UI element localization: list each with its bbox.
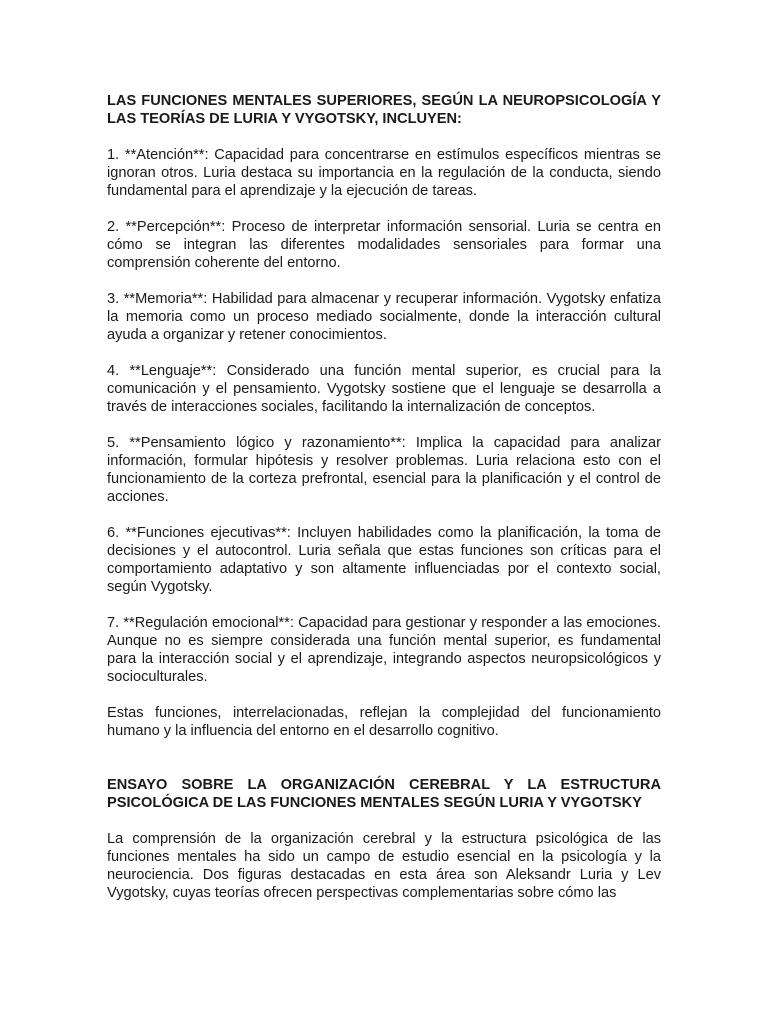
document-page xyxy=(107,92,661,920)
list-item-memoria: 3. **Memoria**: Habilidad para almacenar y recuperar información. Vygotsky enfatiza la memoria como un proceso mediado socialmente, donde la interacción cultural ayuda a organizar y retener conocimientos. xyxy=(107,291,661,343)
conclusion-paragraph: Estas funciones, interrelacionadas, reflejan la complejidad del funcionamiento humano y la influencia del entorno en el desarrollo cognitivo. xyxy=(107,705,661,739)
list-item-regulacion-emocional: 7. **Regulación emocional**: Capacidad para gestionar y responder a las emociones. Aunque no es siempre considerada una función mental superior, es fundamental para la interacción social y el aprendizaje, integrando aspectos neuropsicológicos y socioculturales. xyxy=(107,615,661,685)
list-item-lenguaje: 4. **Lenguaje**: Considerado una función mental superior, es crucial para la comunicación y el pensamiento. Vygotsky sostiene que el lenguaje se desarrolla a través de interacciones sociales, facilitando la internalización de conceptos. xyxy=(107,363,661,415)
list-item-funciones-ejecutivas: 6. **Funciones ejecutivas**: Incluyen habilidades como la planificación, la toma de decisiones y el autocontrol. Luria señala que estas funciones son críticas para el comportamiento adaptativo y son altamente influenciadas por el contexto social, según Vygotsky. xyxy=(107,525,661,595)
section-title-funciones: LAS FUNCIONES MENTALES SUPERIORES, SEGÚN LA NEUROPSICOLOGÍA Y LAS TEORÍAS DE LURIA Y VYGOTSKY, INCLUYEN: xyxy=(107,93,661,127)
section-title-ensayo: ENSAYO SOBRE LA ORGANIZACIÓN CEREBRAL Y LA ESTRUCTURA PSICOLÓGICA DE LAS FUNCIONES MENTALES SEGÚN LURIA Y VYGOTSKY xyxy=(107,777,661,811)
list-item-atencion: 1. **Atención**: Capacidad para concentrarse en estímulos específicos mientras se ignoran otros. Luria destaca su importancia en la regulación de la conducta, siendo fundamental para el aprendizaje y la ejecución de tareas. xyxy=(107,147,661,199)
intro-paragraph: La comprensión de la organización cerebral y la estructura psicológica de las funciones mentales ha sido un campo de estudio esencial en la psicología y la neurociencia. Dos figuras destacadas en esta área son Aleksandr Luria y Lev Vygotsky, cuyas teorías ofrecen perspectivas complementarias sobre cómo las xyxy=(107,831,661,901)
list-item-percepcion: 2. **Percepción**: Proceso de interpretar información sensorial. Luria se centra en cómo se integran las diferentes modalidades sensoriales para formar una comprensión coherente del entorno. xyxy=(107,219,661,271)
list-item-pensamiento: 5. **Pensamiento lógico y razonamiento**: Implica la capacidad para analizar información, formular hipótesis y resolver problemas. Luria relaciona esto con el funcionamiento de la corteza prefrontal, esencial para la planificación y el control de acciones. xyxy=(107,435,661,505)
